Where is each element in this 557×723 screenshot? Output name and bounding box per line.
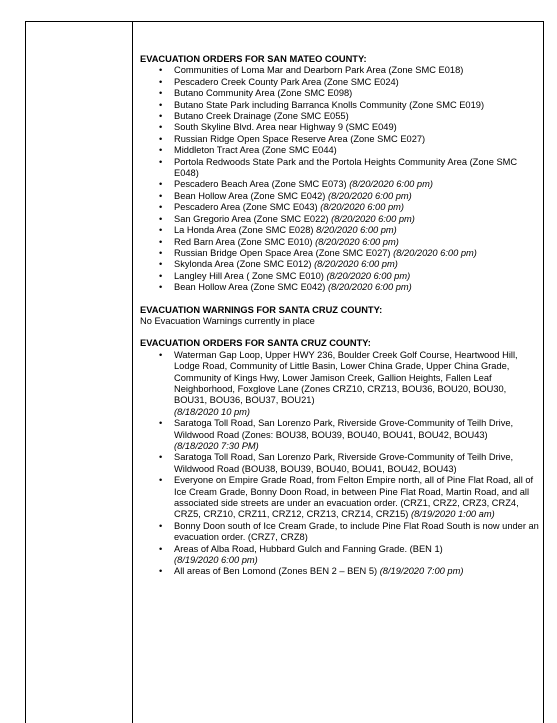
section-heading: EVACUATION WARNINGS FOR SANTA CRUZ COUNTY: (140, 304, 383, 315)
list-item (140, 418, 541, 452)
zone-text: Russian Bridge Open Space Area (Zone SMC E027) (174, 247, 391, 258)
table-content-cell (140, 54, 541, 589)
list-item (140, 566, 541, 577)
update-timestamp: (8/20/2020 6:00 pm) (349, 179, 433, 190)
zone-text: Pescadero Beach Area (Zone SMC E073) (174, 179, 347, 190)
section-heading: EVACUATION ORDERS FOR SAN MATEO COUNTY: (140, 54, 367, 64)
update-timestamp: (8/20/2020 6:00 pm) (328, 190, 412, 201)
update-timestamp: (8/20/2020 6:00 pm) (328, 282, 412, 293)
list-item (140, 259, 541, 270)
zone-text: San Gregorio Area (Zone SMC E022) (174, 213, 329, 224)
zone-text: Pescadero Creek County Park Area (Zone SMC E024) (174, 76, 399, 87)
zone-text: Skylonda Area (Zone SMC E012) (174, 259, 312, 270)
zone-text: Bean Hollow Area (Zone SMC E042) (174, 282, 326, 293)
update-timestamp: (8/18/2020 7:30 PM) (174, 441, 259, 451)
list-item (140, 271, 541, 282)
evacuation-section (140, 305, 541, 328)
zone-text: La Honda Area (Zone SMC E028) (174, 225, 314, 236)
document-table (25, 21, 544, 723)
update-timestamp: (8/18/2020 10 pm) (174, 406, 250, 417)
list-item (140, 111, 541, 122)
update-timestamp: (8/20/2020 6:00 pm) (393, 247, 477, 258)
list-item (140, 88, 541, 99)
zone-text: Red Barn Area (Zone SMC E010) (174, 236, 313, 247)
list-item (140, 202, 541, 213)
zone-text: Butano Creek Drainage (Zone SMC E055) (174, 111, 349, 122)
evacuation-section (140, 338, 541, 578)
list-item (140, 145, 541, 156)
evacuation-section (140, 54, 541, 294)
list-item (140, 225, 541, 236)
section-note: No Evacuation Warnings currently in place (140, 315, 315, 326)
list-item (140, 134, 541, 145)
zone-text: Communities of Loma Mar and Dearborn Park Area (Zone SMC E018) (174, 65, 464, 76)
zone-text: South Skyline Blvd. Area near Highway 9 (SMC E049) (174, 122, 397, 133)
zone-text: Middleton Tract Area (Zone SMC E044) (174, 145, 337, 156)
list-item (140, 122, 541, 133)
list-item (140, 544, 541, 567)
list-item (140, 521, 541, 544)
list-item (140, 157, 541, 180)
list-item (140, 248, 541, 259)
list-item (140, 179, 541, 190)
zone-list (140, 65, 541, 293)
zone-text: Waterman Gap Loop, Upper HWY 236, Boulder Creek Golf Course, Heartwood Hill, Lodge Road, Community of Little Basin, Lower China Grade, Upper China Grade, Community of Kings Hwy, Lower Jamison Creek, Gallion Heights, Fallen Leaf Neighborhood, Foxglove Lane (Zones CRZ10, CRZ13, BOU36, BOU20, BOU30, BOU31, BOU36, BOU37, BOU21) (174, 349, 518, 406)
list-item (140, 350, 541, 418)
zone-text: Pescadero Area (Zone SMC E043) (174, 202, 318, 213)
zone-list (140, 350, 541, 578)
section-heading: EVACUATION ORDERS FOR SANTA CRUZ COUNTY: (140, 338, 371, 349)
update-timestamp: (8/20/2020 6:00 pm) (320, 202, 404, 213)
update-timestamp: (8/20/2020 6:00 pm) (331, 213, 415, 224)
zone-text: Portola Redwoods State Park and the Portola Heights Community Area (Zone SMC E048) (174, 156, 518, 179)
zone-text: Bonny Doon south of Ice Cream Grade, to include Pine Flat Road South is now under an evacuation order. (CRZ7, CRZ8) (174, 520, 539, 543)
update-timestamp: (8/19/2020 7:00 pm) (379, 566, 464, 577)
zone-text: Saratoga Toll Road, San Lorenzo Park, Riverside Grove-Community of Teilh Drive, Wildwood Road (BOU38, BOU39, BOU40, BOU41, BOU42, BOU43) (174, 452, 514, 474)
zone-text: Butano Community Area (Zone SMC E098) (174, 88, 353, 99)
list-item (140, 77, 541, 88)
zone-text: All areas of Ben Lomond (Zones BEN 2 – BEN 5) (174, 566, 378, 577)
zone-text: Everyone on Empire Grade Road, from Felton Empire north, all of Pine Flat Road, all of Ice Cream Grade, Bonny Doon Road, in between Pine Flat Road, Martin Road, and all associated side streets are under an evacuation order. (CRZ1, CRZ2, CRZ3, CRZ4, CRZ5, CRZ10, CRZ11, CRZ12, CRZ13, CRZ14, CRZ15) (174, 475, 534, 520)
list-item (140, 282, 541, 293)
list-item (140, 191, 541, 202)
list-item (140, 214, 541, 225)
list-item (140, 237, 541, 248)
update-timestamp: (8/20/2020 6:00 pm) (314, 259, 398, 270)
column-divider (132, 22, 133, 723)
list-item (140, 475, 541, 521)
update-timestamp: (8/20/2020 6:00 pm) (315, 236, 399, 247)
zone-text: Saratoga Toll Road, San Lorenzo Park, Riverside Grove-Community of Teilh Drive, Wildwood Road (Zones: BOU38, BOU39, BOU40, BOU41, BOU42, BOU43) (174, 418, 514, 440)
update-timestamp: (8/19/2020 1:00 am) (410, 509, 495, 520)
zone-text: Langley Hill Area ( Zone SMC E010) (174, 270, 324, 281)
list-item (140, 452, 541, 475)
zone-text: Areas of Alba Road, Hubbard Gulch and Fanning Grade. (BEN 1) (174, 543, 443, 554)
list-item (140, 65, 541, 76)
zone-text: Butano State Park including Barranca Knolls Community (Zone SMC E019) (174, 99, 485, 110)
zone-text: Russian Ridge Open Space Reserve Area (Zone SMC E027) (174, 133, 426, 144)
update-timestamp: 8/20/2020 6:00 pm) (316, 225, 397, 236)
list-item (140, 100, 541, 111)
update-timestamp: (8/19/2020 6:00 pm) (174, 555, 258, 566)
zone-text: Bean Hollow Area (Zone SMC E042) (174, 190, 326, 201)
update-timestamp: (8/20/2020 6:00 pm) (326, 270, 411, 281)
